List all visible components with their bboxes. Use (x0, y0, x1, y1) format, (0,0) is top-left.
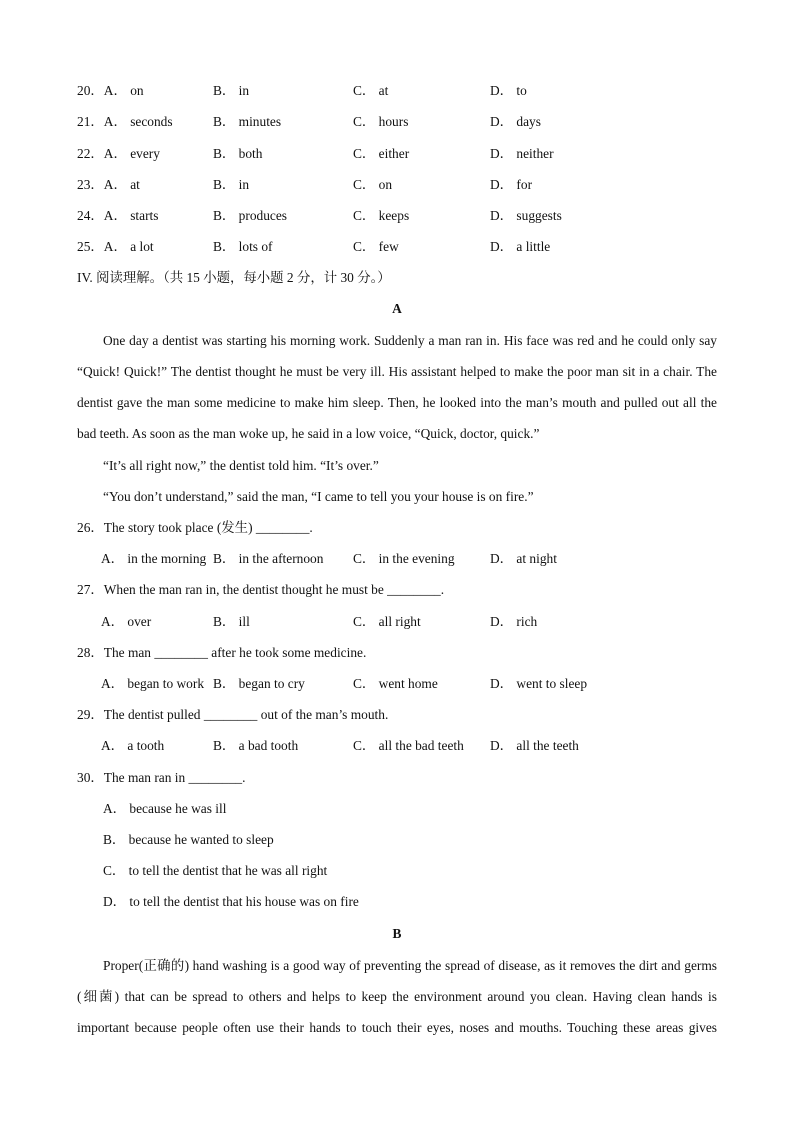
option-a: 20．A． on (77, 83, 144, 98)
option-b: B． a bad tooth (213, 738, 299, 753)
option-a: 24．A． starts (77, 208, 159, 223)
passage-a-paragraph-3: “You don’t understand,” said the man, “I came to tell you your house is on fire.” (103, 489, 534, 504)
question-28-stem: 28．The man ________ after he took some medicine. (77, 645, 367, 660)
question-30-stem: 30．The man ran in ________. (77, 770, 246, 785)
cloze-option-row (77, 144, 717, 164)
option-b: B． in (213, 83, 250, 98)
passage-a-label: A (392, 301, 402, 316)
option-d: D． suggests (490, 208, 562, 223)
question-27-stem: 27．When the man ran in, the dentist thought he must be ________. (77, 582, 445, 597)
option-a: A． in the morning (101, 551, 207, 566)
option-d: D． days (490, 114, 541, 129)
option-a: 21．A． seconds (77, 114, 173, 129)
question-30-option-d: D． to tell the dentist that his house was on fire (103, 894, 359, 909)
option-c: C． went home (353, 676, 438, 691)
option-b: B． lots of (213, 239, 273, 254)
passage-a-paragraph-1: One day a dentist was starting his morning work. Suddenly a man ran in. His face was red and he could only say “Quick! Quick!” The dentist thought he must be very ill. His assistant helped to make the poor man sit in a chair. The dentist gave the man some medicine to make him sleep. Then, he looked into the man’s mouth and pulled out all the bad teeth. As soon as the man woke up, he said in a low voice, “Quick, doctor, quick.” (77, 333, 717, 442)
cloze-option-row (77, 237, 717, 257)
question-29-stem: 29．The dentist pulled ________ out of the man’s mouth. (77, 707, 389, 722)
cloze-option-row (77, 175, 717, 195)
option-a: A． a tooth (101, 738, 165, 753)
option-d: D． neither (490, 146, 554, 161)
question-29-options (77, 736, 717, 756)
option-b: B． ill (213, 614, 250, 629)
question-30-option-b: B． because he wanted to sleep (103, 832, 274, 847)
cloze-option-row (77, 81, 717, 101)
option-a: 25．A． a lot (77, 239, 154, 254)
question-30-option-a: A． because he was ill (103, 801, 227, 816)
option-c: C． in the evening (353, 551, 455, 566)
option-c: C． all the bad teeth (353, 738, 464, 753)
option-a: 22．A． every (77, 146, 160, 161)
option-b: B． both (213, 146, 263, 161)
option-b: B． in the afternoon (213, 551, 324, 566)
option-d: D． all the teeth (490, 738, 579, 753)
option-d: D． a little (490, 239, 551, 254)
option-a: 23．A． at (77, 177, 140, 192)
option-d: D． to (490, 83, 527, 98)
option-d: D． rich (490, 614, 538, 629)
passage-b-label: B (392, 926, 402, 941)
cloze-option-row (77, 112, 717, 132)
option-b: B． minutes (213, 114, 282, 129)
cloze-option-row (77, 206, 717, 226)
option-c: C． all right (353, 614, 421, 629)
option-d: D． for (490, 177, 533, 192)
question-27-options (77, 612, 717, 632)
option-c: C． keeps (353, 208, 410, 223)
option-a: A． over (101, 614, 152, 629)
option-c: C． hours (353, 114, 409, 129)
passage-b-paragraph-1: Proper(正确的) hand washing is a good way of preventing the spread of disease, as it removes the dirt and germs (细菌) that can be spread to others and helps to keep the environment around you clean. Having clean hands is important because people often use their hands to touch their eyes, noses and mouths. Touching these areas gives (77, 958, 717, 1036)
option-d: D． went to sleep (490, 676, 588, 691)
option-b: B． in (213, 177, 250, 192)
option-c: C． either (353, 146, 410, 161)
option-b: B． produces (213, 208, 288, 223)
option-c: C． few (353, 239, 399, 254)
option-d: D． at night (490, 551, 557, 566)
option-a: A． began to work (101, 676, 205, 691)
passage-a-paragraph-2: “It’s all right now,” the dentist told him. “It’s over.” (103, 458, 379, 473)
section-heading: IV. 阅读理解。（共 15 小题，每小题 2 分，计 30 分。） (77, 270, 391, 285)
option-b: B． began to cry (213, 676, 305, 691)
option-c: C． on (353, 177, 393, 192)
question-28-options (77, 674, 717, 694)
question-26-options (77, 549, 717, 569)
question-30-option-c: C． to tell the dentist that he was all right (103, 863, 328, 878)
option-c: C． at (353, 83, 389, 98)
question-26-stem: 26．The story took place (发生) ________. (77, 520, 313, 535)
